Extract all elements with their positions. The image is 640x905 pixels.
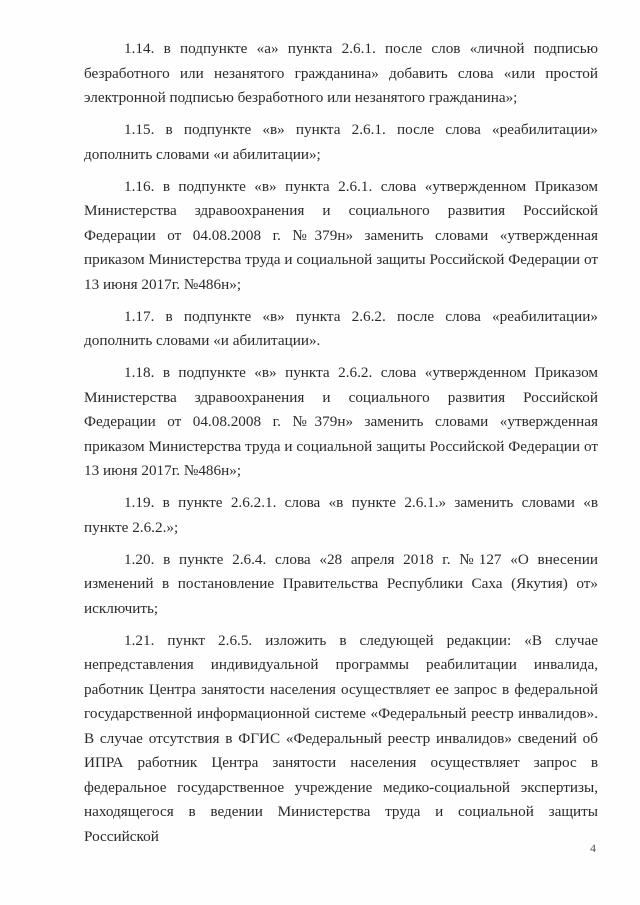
paragraph-1-15: 1.15. в подпункте «в» пункта 2.6.1. после слова «реабилитации» дополнить словами «и абилитации»;: [84, 121, 598, 163]
page-number: 4: [590, 841, 596, 855]
paragraph-1-17: 1.17. в подпункте «в» пункта 2.6.2. после слова «реабилитации» дополнить словами «и абилитации».: [84, 307, 598, 349]
paragraph-1-14: 1.14. в подпункте «а» пункта 2.6.1. после слов «личной подписью безработного или незанятого гражданина» добавить слова «или простой электронной подписью безработного или незанятого гражданина»;: [84, 40, 598, 106]
paragraph-1-18: 1.18. в подпункте «в» пункта 2.6.2. слова «утвержденном Приказом Министерства здравоохранения и социального развития Российской Федерации от 04.08.2008 г. №379н» заменить словами «утвержденная приказом Министерства труда и социальной защиты Российской Федерации от 13 июня 2017г. №486н»;: [84, 364, 598, 479]
paragraph-1-21: 1.21. пункт 2.6.5. изложить в следующей редакции: «В случае непредставления индивидуальной программы реабилитации инвалида, работник Центра занятости населения осуществляет ее запрос в федеральной государственной информационной системе «Федеральный реестр инвалидов». В случае отсутствия в ФГИС «Федеральный реестр инвалидов» сведений об ИПРА работник Центра занятости населения осуществляет запрос в федеральное государственное учреждение медико-социальной экспертизы, находящегося в ведении Министерства труда и социальной защиты Российской: [84, 631, 598, 845]
paragraph-1-19: 1.19. в пункте 2.6.2.1. слова «в пункте 2.6.1.» заменить словами «в пункте 2.6.2.»;: [84, 494, 598, 536]
paragraph-1-20: 1.20. в пункте 2.6.4. слова «28 апреля 2018 г. №127 «О внесении изменений в постановление Правительства Республики Саха (Якутия) от» исключить;: [84, 550, 598, 617]
paragraph-1-16: 1.16. в подпункте «в» пункта 2.6.1. слова «утвержденном Приказом Министерства здравоохранения и социального развития Российской Федерации от 04.08.2008 г. №379н» заменить словами «утвержденная приказом Министерства труда и социальной защиты Российской Федерации от 13 июня 2017г. №486н»;: [84, 177, 598, 293]
document-body: [84, 37, 598, 857]
